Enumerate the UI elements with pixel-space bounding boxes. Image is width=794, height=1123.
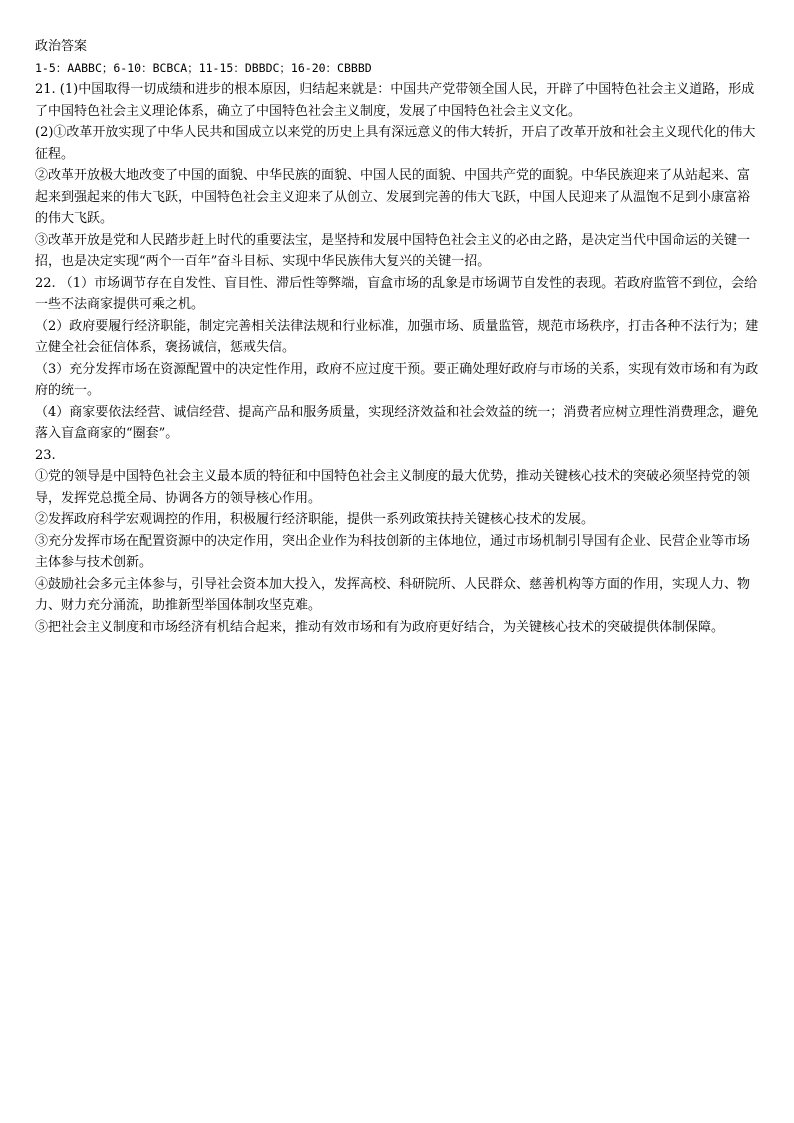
q21-part2-point3: ③改革开放是党和人民踏步赶上时代的重要法宝，是坚持和发展中国特色社会主义的必由之路，是决定当代中国命运的关键一招，也是决定实现“两个一百年”奋斗目标、实现中华民族伟大复兴的关键一招。 — [35, 232, 751, 269]
q21-part2-point1: (2)①改革开放实现了中华人民共和国成立以来党的历史上具有深远意义的伟大转折，开启了改革开放和社会主义现代化的伟大征程。 — [35, 125, 756, 162]
q23-point1: ①党的领导是中国特色社会主义最本质的特征和中国特色社会主义制度的最大优势，推动关键核心技术的突破必须坚持党的领导，发挥党总揽全局、协调各方的领导核心作用。 — [35, 469, 751, 506]
q23-point3: ③充分发挥市场在配置资源中的决定作用，突出企业作为科技创新的主体地位，通过市场机制引导国有企业、民营企业等市场主体参与技术创新。 — [35, 533, 751, 570]
q23-point4: ④鼓励社会多元主体参与，引导社会资本加大投入，发挥高校、科研院所、人民群众、慈善机构等方面的作用，实现人力、物力、财力充分涌流，助推新型举国体制攻坚克难。 — [35, 576, 751, 613]
q23-point2: ②发挥政府科学宏观调控的作用，积极履行经济职能，提供一系列政策扶持关键核心技术的发展。 — [35, 512, 595, 527]
q23-heading: 23. — [35, 447, 56, 463]
q22-part1: 22. （1）市场调节存在自发性、盲目性、滞后性等弊端，盲盒市场的乱象是市场调节自发性的表现。若政府监管不到位，会给一些不法商家提供可乘之机。 — [35, 275, 758, 312]
q21-part1: 21. (1)中国取得一切成绩和进步的根本原因，归结起来就是：中国共产党带领全国人民，开辟了中国特色社会主义道路，形成了中国特色社会主义理论体系，确立了中国特色社会主义制度，发展了中国特色社会主义文化。 — [35, 82, 755, 119]
answer-document — [35, 36, 761, 638]
q21-part2-point2: ②改革开放极大地改变了中国的面貌、中华民族的面貌、中国人民的面貌、中国共产党的面貌。中华民族迎来了从站起来、富起来到强起来的伟大飞跃，中国特色社会主义迎来了从创立、发展到完善的伟大飞跃，中国人民迎来了从温饱不足到小康富裕的伟大飞跃。 — [35, 168, 751, 226]
document-title: 政治答案 — [35, 39, 88, 54]
q22-part2: （2）政府要履行经济职能，制定完善相关法律法规和行业标准，加强市场、质量监管，规范市场秩序，打击各种不法行为；建立健全社会征信体系，褒扬诚信，惩戒失信。 — [35, 318, 759, 355]
q22-part4: （4）商家要依法经营、诚信经营、提高产品和服务质量，实现经济效益和社会效益的统一；消费者应树立理性消费理念，避免落入盲盒商家的“圈套”。 — [35, 404, 759, 441]
q22-part3: （3）充分发挥市场在资源配置中的决定性作用，政府不应过度干预。要正确处理好政府与市场的关系，实现有效市场和有为政府的统一。 — [35, 361, 759, 398]
q23-point5: ⑤把社会主义制度和市场经济有机结合起来，推动有效市场和有为政府更好结合，为关键核心技术的突破提供体制保障。 — [35, 619, 725, 635]
choice-answers: 1-5：AABBC；6-10：BCBCA；11-15：DBBDC；16-20：CBBBD — [35, 60, 372, 75]
